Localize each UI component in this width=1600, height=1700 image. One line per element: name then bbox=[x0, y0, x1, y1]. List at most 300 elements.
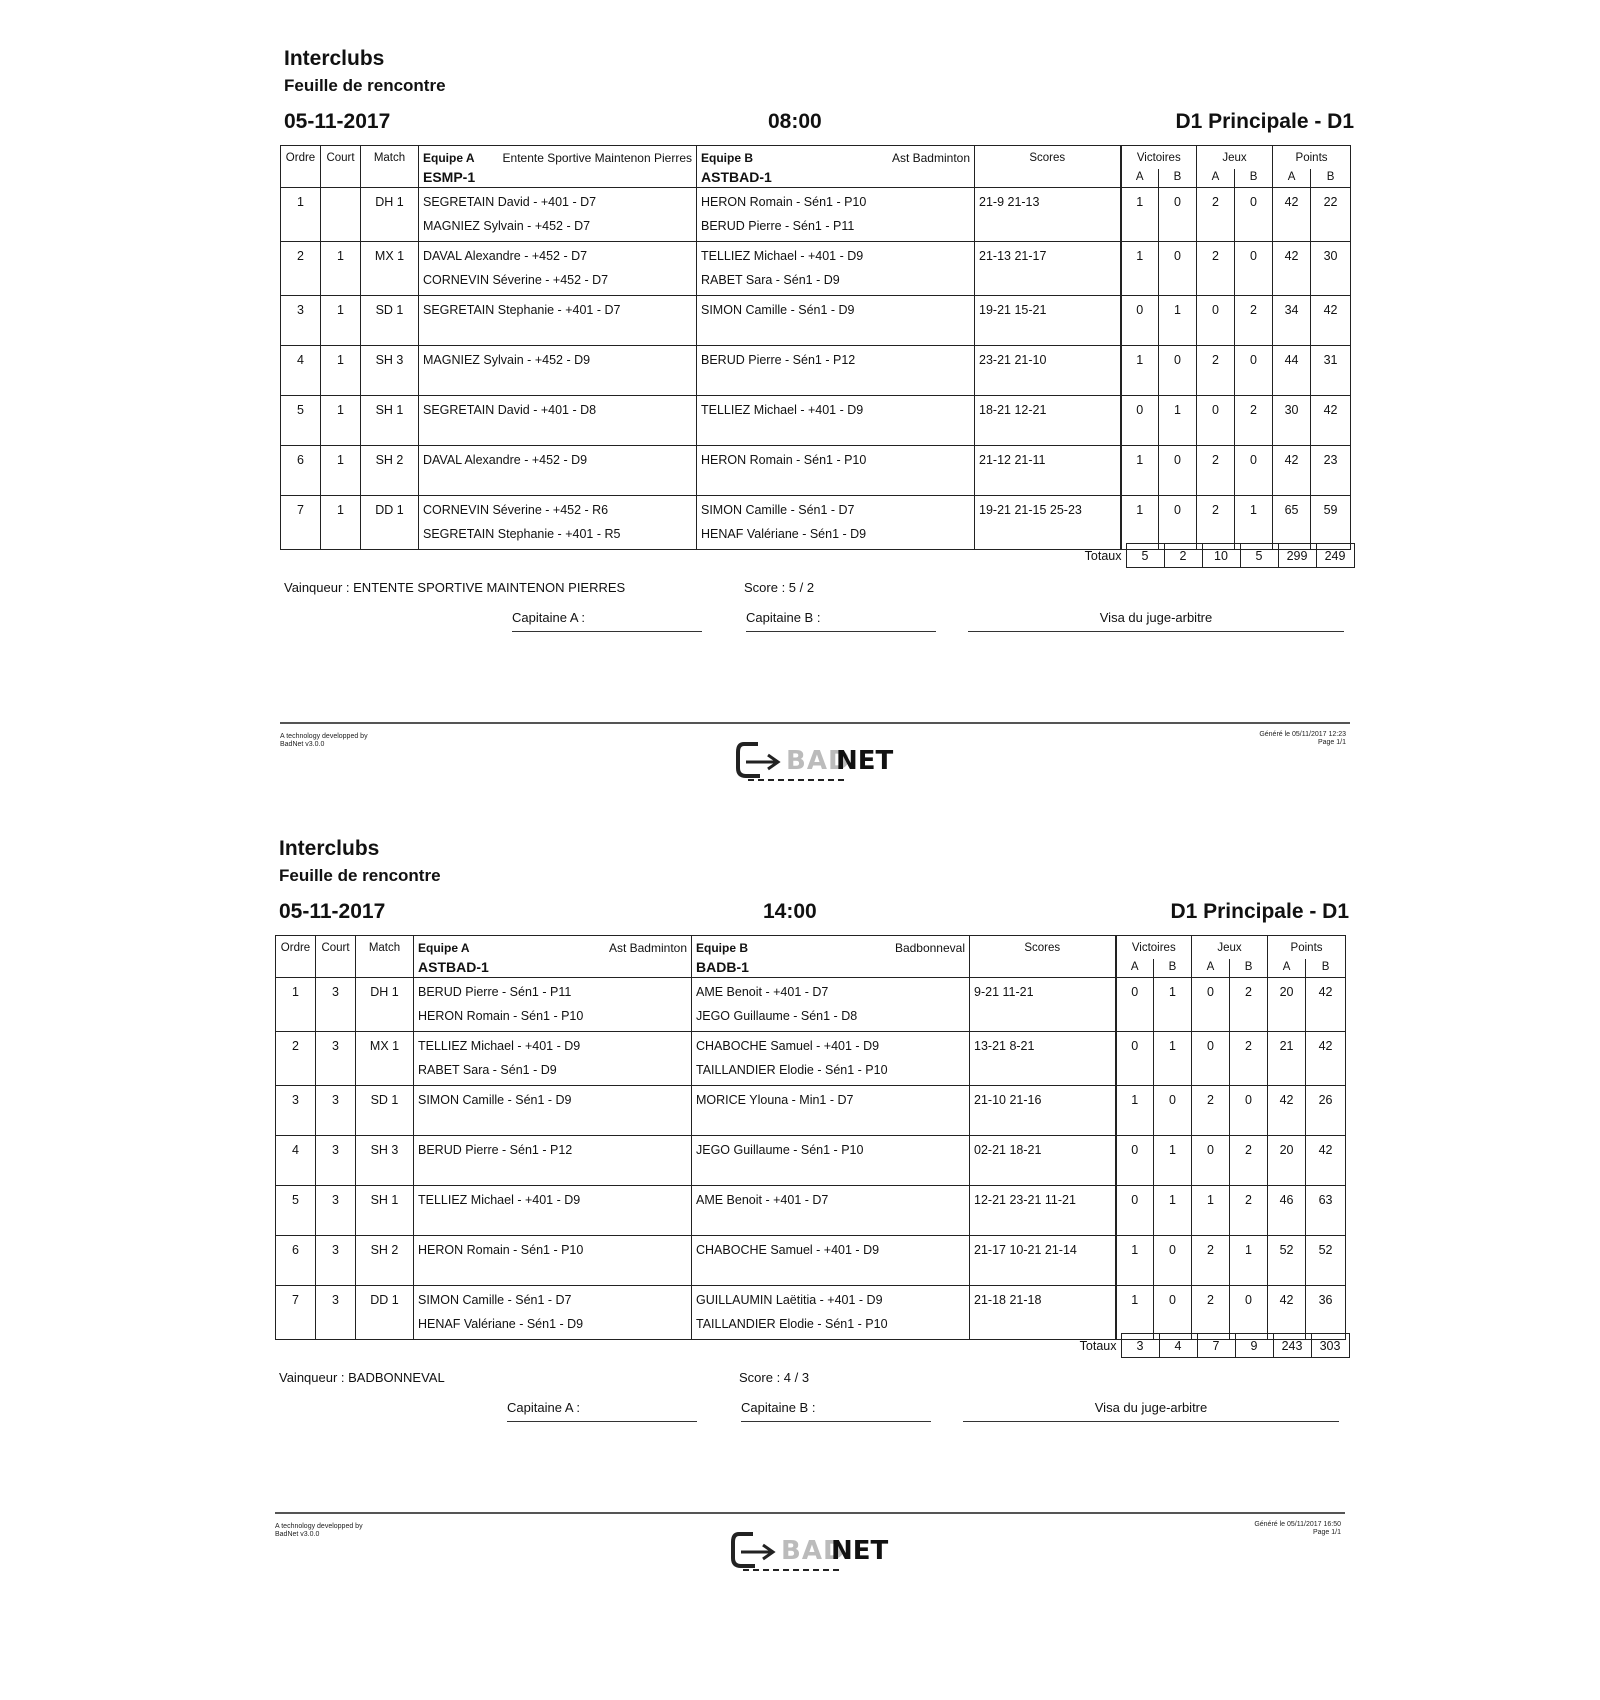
scores-cell: 21-18 21-18 bbox=[970, 1286, 1116, 1340]
match-header: Match bbox=[356, 936, 414, 960]
points-header: Points bbox=[1273, 146, 1351, 170]
team-a-players bbox=[419, 396, 697, 446]
team-a-players bbox=[419, 496, 697, 550]
table-row bbox=[276, 1136, 1346, 1186]
team-a-players bbox=[419, 446, 697, 496]
victories-b-header: B bbox=[1154, 959, 1192, 978]
points-header: Points bbox=[1268, 936, 1346, 960]
team-b-players bbox=[692, 1032, 970, 1086]
court-cell bbox=[321, 188, 361, 242]
club-a-name: Entente Sportive Maintenon Pierres bbox=[502, 151, 692, 165]
footer-divider bbox=[275, 1512, 1345, 1514]
order-cell: 7 bbox=[276, 1286, 316, 1340]
team-a-code: ESMP-1 bbox=[419, 169, 697, 188]
player-a1: MAGNIEZ Sylvain - +452 - D9 bbox=[423, 353, 591, 367]
games-a-cell: 0 bbox=[1192, 1136, 1230, 1186]
team-a-players bbox=[414, 1032, 692, 1086]
court-cell: 1 bbox=[321, 496, 361, 550]
club-b-name: Ast Badminton bbox=[891, 151, 970, 165]
games-a-cell: 2 bbox=[1192, 1236, 1230, 1286]
footer-credit: A technology developped by BadNet v3.0.0 bbox=[275, 1523, 363, 1538]
points-a-cell: 65 bbox=[1273, 496, 1311, 550]
match-date: 05-11-2017 bbox=[284, 110, 391, 133]
games-a-cell: 0 bbox=[1192, 978, 1230, 1032]
player-a1: BERUD Pierre - Sén1 - P12 bbox=[418, 1143, 573, 1157]
match-cell: SH 1 bbox=[361, 396, 419, 446]
player-a1: SIMON Camille - Sén1 - D7 bbox=[418, 1293, 572, 1307]
court-cell: 3 bbox=[316, 1236, 356, 1286]
page-subtitle: Feuille de rencontre bbox=[284, 76, 446, 95]
club-a-name: Ast Badminton bbox=[608, 941, 687, 955]
court-cell: 1 bbox=[321, 296, 361, 346]
victories-a-cell: 1 bbox=[1116, 1086, 1154, 1136]
totals-row bbox=[1041, 1333, 1350, 1358]
games-b-cell: 2 bbox=[1230, 978, 1268, 1032]
points-a-cell: 42 bbox=[1273, 188, 1311, 242]
victories-b-header: B bbox=[1159, 169, 1197, 188]
court-cell: 3 bbox=[316, 978, 356, 1032]
match-header: Match bbox=[361, 146, 419, 170]
points-a-cell: 20 bbox=[1268, 978, 1306, 1032]
order-cell: 1 bbox=[276, 978, 316, 1032]
court-cell: 1 bbox=[321, 396, 361, 446]
team-b-label: Equipe B bbox=[701, 151, 754, 165]
player-b2: BERUD Pierre - Sén1 - P11 bbox=[701, 219, 855, 233]
table-row bbox=[281, 496, 1351, 550]
player-b1: GUILLAUMIN Laëtitia - +401 - D9 bbox=[696, 1293, 883, 1307]
order-cell: 1 bbox=[281, 188, 321, 242]
team-b-players bbox=[697, 346, 975, 396]
games-b-cell: 2 bbox=[1235, 296, 1273, 346]
match-cell: MX 1 bbox=[356, 1032, 414, 1086]
captain-b-signature: Capitaine B : bbox=[746, 610, 936, 632]
victories-a-header: A bbox=[1121, 169, 1159, 188]
victories-header: Victoires bbox=[1121, 146, 1197, 170]
order-cell: 3 bbox=[276, 1086, 316, 1136]
team-b-players bbox=[692, 978, 970, 1032]
points-a-cell: 30 bbox=[1273, 396, 1311, 446]
player-a1: SIMON Camille - Sén1 - D9 bbox=[418, 1093, 572, 1107]
victories-b-cell: 0 bbox=[1154, 1286, 1192, 1340]
player-a2: HENAF Valériane - Sén1 - D9 bbox=[418, 1317, 584, 1331]
court-header: Court bbox=[321, 146, 361, 170]
page-title: Interclubs bbox=[284, 47, 385, 70]
totals-label: Totaux bbox=[1084, 548, 1122, 563]
player-b2: HENAF Valériane - Sén1 - D9 bbox=[701, 527, 867, 541]
scores-cell: 13-21 8-21 bbox=[970, 1032, 1116, 1086]
player-b1: HERON Romain - Sén1 - P10 bbox=[701, 453, 867, 467]
match-sheet bbox=[0, 0, 1600, 790]
division-label: D1 Principale - D1 bbox=[1170, 900, 1349, 923]
order-cell: 7 bbox=[281, 496, 321, 550]
order-cell: 6 bbox=[276, 1236, 316, 1286]
points-a-header: A bbox=[1268, 959, 1306, 978]
team-a-players bbox=[414, 1236, 692, 1286]
victories-b-cell: 0 bbox=[1154, 1236, 1192, 1286]
victories-a-cell: 0 bbox=[1116, 1186, 1154, 1236]
team-b-players bbox=[697, 446, 975, 496]
games-a-cell: 2 bbox=[1192, 1286, 1230, 1340]
order-cell: 2 bbox=[276, 1032, 316, 1086]
player-b1: JEGO Guillaume - Sén1 - P10 bbox=[696, 1143, 864, 1157]
victories-b-cell: 1 bbox=[1154, 978, 1192, 1032]
team-a-label: Equipe A bbox=[418, 941, 470, 955]
match-cell: DD 1 bbox=[361, 496, 419, 550]
victories-a-cell: 1 bbox=[1121, 446, 1159, 496]
points-b-cell: 26 bbox=[1306, 1086, 1346, 1136]
games-a-cell: 2 bbox=[1197, 346, 1235, 396]
team-b-players bbox=[692, 1236, 970, 1286]
total-victories-a: 5 bbox=[1126, 544, 1164, 568]
court-cell: 1 bbox=[321, 242, 361, 296]
match-date: 05-11-2017 bbox=[279, 900, 386, 923]
games-b-cell: 2 bbox=[1235, 396, 1273, 446]
division-label: D1 Principale - D1 bbox=[1175, 110, 1354, 133]
player-a2: RABET Sara - Sén1 - D9 bbox=[418, 1063, 557, 1077]
match-cell: MX 1 bbox=[361, 242, 419, 296]
team-a-players bbox=[414, 1136, 692, 1186]
table-row bbox=[276, 1236, 1346, 1286]
victories-a-cell: 1 bbox=[1121, 346, 1159, 396]
victories-b-cell: 1 bbox=[1154, 1136, 1192, 1186]
team-b-players bbox=[697, 188, 975, 242]
games-a-cell: 2 bbox=[1197, 188, 1235, 242]
player-a1: SEGRETAIN David - +401 - D7 bbox=[423, 195, 597, 209]
points-a-cell: 20 bbox=[1268, 1136, 1306, 1186]
footer-generated: Généré le 05/11/2017 16:50 Page 1/1 bbox=[1254, 1521, 1341, 1536]
match-time: 14:00 bbox=[763, 900, 817, 923]
victories-a-cell: 0 bbox=[1116, 1032, 1154, 1086]
final-score: Score : 5 / 2 bbox=[744, 580, 815, 595]
order-cell: 4 bbox=[281, 346, 321, 396]
games-b-cell: 2 bbox=[1230, 1186, 1268, 1236]
points-b-cell: 59 bbox=[1311, 496, 1351, 550]
winner-text: Vainqueur : BADBONNEVAL bbox=[279, 1370, 445, 1385]
total-victories-b: 2 bbox=[1164, 544, 1202, 568]
team-a-header bbox=[419, 146, 697, 170]
team-b-code: ASTBAD-1 bbox=[697, 169, 975, 188]
games-a-cell: 0 bbox=[1197, 296, 1235, 346]
total-points-b: 303 bbox=[1311, 1334, 1349, 1358]
player-b1: AME Benoit - +401 - D7 bbox=[696, 985, 829, 999]
points-a-cell: 42 bbox=[1268, 1086, 1306, 1136]
scores-cell: 9-21 11-21 bbox=[970, 978, 1116, 1032]
match-time: 08:00 bbox=[768, 110, 822, 133]
order-header: Ordre bbox=[276, 936, 316, 960]
player-b2: JEGO Guillaume - Sén1 - D8 bbox=[696, 1009, 858, 1023]
match-cell: SH 2 bbox=[356, 1236, 414, 1286]
team-b-players bbox=[692, 1086, 970, 1136]
player-a1: DAVAL Alexandre - +452 - D7 bbox=[423, 249, 588, 263]
total-games-b: 9 bbox=[1235, 1334, 1273, 1358]
scores-cell: 21-12 21-11 bbox=[975, 446, 1121, 496]
points-b-cell: 42 bbox=[1311, 296, 1351, 346]
total-points-a: 243 bbox=[1273, 1334, 1311, 1358]
points-b-header: B bbox=[1306, 959, 1346, 978]
points-a-cell: 42 bbox=[1268, 1286, 1306, 1340]
court-cell: 3 bbox=[316, 1136, 356, 1186]
games-b-cell: 0 bbox=[1235, 346, 1273, 396]
victories-a-cell: 1 bbox=[1121, 242, 1159, 296]
team-b-header bbox=[697, 146, 975, 170]
referee-signature: Visa du juge-arbitre bbox=[968, 610, 1344, 632]
victories-a-cell: 1 bbox=[1116, 1236, 1154, 1286]
games-b-cell: 1 bbox=[1230, 1236, 1268, 1286]
games-b-cell: 2 bbox=[1230, 1032, 1268, 1086]
captain-a-signature: Capitaine A : bbox=[507, 1400, 697, 1422]
team-a-players bbox=[414, 1186, 692, 1236]
match-cell: DH 1 bbox=[361, 188, 419, 242]
referee-signature: Visa du juge-arbitre bbox=[963, 1400, 1339, 1422]
page-title: Interclubs bbox=[279, 837, 380, 860]
player-a2: CORNEVIN Séverine - +452 - D7 bbox=[423, 273, 609, 287]
games-header: Jeux bbox=[1197, 146, 1273, 170]
scores-cell: 21-13 21-17 bbox=[975, 242, 1121, 296]
captain-b-signature: Capitaine B : bbox=[741, 1400, 931, 1422]
player-b1: SIMON Camille - Sén1 - D7 bbox=[701, 503, 855, 517]
court-cell: 3 bbox=[316, 1286, 356, 1340]
player-a2: MAGNIEZ Sylvain - +452 - D7 bbox=[423, 219, 591, 233]
table-row bbox=[281, 188, 1351, 242]
victories-a-cell: 0 bbox=[1121, 296, 1159, 346]
team-a-players bbox=[414, 1286, 692, 1340]
player-a1: DAVAL Alexandre - +452 - D9 bbox=[423, 453, 588, 467]
team-b-players bbox=[692, 1286, 970, 1340]
team-b-players bbox=[692, 1186, 970, 1236]
total-games-b: 5 bbox=[1240, 544, 1278, 568]
points-b-cell: 42 bbox=[1306, 1032, 1346, 1086]
scores-header: Scores bbox=[975, 146, 1121, 170]
team-a-players bbox=[419, 346, 697, 396]
team-a-code: ASTBAD-1 bbox=[414, 959, 692, 978]
logo-net-text: NET bbox=[836, 746, 894, 776]
team-a-header bbox=[414, 936, 692, 960]
player-b1: HERON Romain - Sén1 - P10 bbox=[701, 195, 867, 209]
games-b-header: B bbox=[1230, 959, 1268, 978]
order-cell: 5 bbox=[276, 1186, 316, 1236]
table-row bbox=[276, 1086, 1346, 1136]
scores-cell: 12-21 23-21 11-21 bbox=[970, 1186, 1116, 1236]
points-b-cell: 42 bbox=[1306, 1136, 1346, 1186]
games-b-cell: 0 bbox=[1230, 1086, 1268, 1136]
match-cell: DD 1 bbox=[356, 1286, 414, 1340]
order-cell: 6 bbox=[281, 446, 321, 496]
points-a-cell: 46 bbox=[1268, 1186, 1306, 1236]
team-b-header bbox=[692, 936, 970, 960]
games-a-cell: 2 bbox=[1192, 1086, 1230, 1136]
games-a-header: A bbox=[1192, 959, 1230, 978]
games-b-cell: 2 bbox=[1230, 1136, 1268, 1186]
points-b-cell: 42 bbox=[1311, 396, 1351, 446]
team-a-players bbox=[414, 1086, 692, 1136]
player-b1: BERUD Pierre - Sén1 - P12 bbox=[701, 353, 856, 367]
table-header bbox=[281, 146, 1351, 170]
victories-a-cell: 0 bbox=[1121, 396, 1159, 446]
games-a-cell: 0 bbox=[1192, 1032, 1230, 1086]
match-cell: SH 3 bbox=[356, 1136, 414, 1186]
order-cell: 2 bbox=[281, 242, 321, 296]
victories-b-cell: 0 bbox=[1159, 242, 1197, 296]
victories-b-cell: 0 bbox=[1159, 496, 1197, 550]
totals-label: Totaux bbox=[1079, 1338, 1117, 1353]
points-a-cell: 52 bbox=[1268, 1236, 1306, 1286]
points-b-cell: 30 bbox=[1311, 242, 1351, 296]
total-games-a: 7 bbox=[1197, 1334, 1235, 1358]
footer-generated: Généré le 05/11/2017 12:23 Page 1/1 bbox=[1259, 731, 1346, 746]
match-cell: SD 1 bbox=[361, 296, 419, 346]
player-a1: BERUD Pierre - Sén1 - P11 bbox=[418, 985, 572, 999]
points-b-cell: 22 bbox=[1311, 188, 1351, 242]
total-victories-b: 4 bbox=[1159, 1334, 1197, 1358]
victories-b-cell: 1 bbox=[1159, 296, 1197, 346]
scores-cell: 18-21 12-21 bbox=[975, 396, 1121, 446]
scores-cell: 21-9 21-13 bbox=[975, 188, 1121, 242]
points-b-cell: 36 bbox=[1306, 1286, 1346, 1340]
victories-b-cell: 1 bbox=[1159, 396, 1197, 446]
points-b-cell: 23 bbox=[1311, 446, 1351, 496]
match-table bbox=[280, 145, 1351, 550]
logo-bad-text: BAD bbox=[786, 746, 851, 776]
games-b-header: B bbox=[1235, 169, 1273, 188]
points-a-header: A bbox=[1273, 169, 1311, 188]
points-b-cell: 63 bbox=[1306, 1186, 1346, 1236]
page-subtitle: Feuille de rencontre bbox=[279, 866, 441, 885]
scores-cell: 19-21 21-15 25-23 bbox=[975, 496, 1121, 550]
scores-cell: 21-17 10-21 21-14 bbox=[970, 1236, 1116, 1286]
victories-a-cell: 1 bbox=[1121, 496, 1159, 550]
order-cell: 3 bbox=[281, 296, 321, 346]
table-subheader bbox=[276, 959, 1346, 978]
total-points-a: 299 bbox=[1278, 544, 1316, 568]
court-cell: 3 bbox=[316, 1086, 356, 1136]
match-cell: SH 3 bbox=[361, 346, 419, 396]
victories-a-header: A bbox=[1116, 959, 1154, 978]
player-b2: RABET Sara - Sén1 - D9 bbox=[701, 273, 840, 287]
order-cell: 5 bbox=[281, 396, 321, 446]
games-a-cell: 2 bbox=[1197, 242, 1235, 296]
victories-b-cell: 0 bbox=[1159, 446, 1197, 496]
team-a-players bbox=[419, 242, 697, 296]
table-row bbox=[281, 296, 1351, 346]
scores-cell: 21-10 21-16 bbox=[970, 1086, 1116, 1136]
player-b1: AME Benoit - +401 - D7 bbox=[696, 1193, 829, 1207]
games-b-cell: 0 bbox=[1235, 188, 1273, 242]
victories-header: Victoires bbox=[1116, 936, 1192, 960]
match-cell: SH 1 bbox=[356, 1186, 414, 1236]
total-games-a: 10 bbox=[1202, 544, 1240, 568]
table-row bbox=[276, 1032, 1346, 1086]
player-b1: MORICE Ylouna - Min1 - D7 bbox=[696, 1093, 854, 1107]
player-a1: SEGRETAIN David - +401 - D8 bbox=[423, 403, 597, 417]
victories-a-cell: 1 bbox=[1116, 1286, 1154, 1340]
scores-cell: 02-21 18-21 bbox=[970, 1136, 1116, 1186]
player-b2: TAILLANDIER Elodie - Sén1 - P10 bbox=[696, 1317, 888, 1331]
court-cell: 1 bbox=[321, 446, 361, 496]
table-row bbox=[281, 242, 1351, 296]
team-a-label: Equipe A bbox=[423, 151, 475, 165]
logo-net-text: NET bbox=[831, 1536, 889, 1566]
games-a-cell: 2 bbox=[1197, 496, 1235, 550]
player-a2: HERON Romain - Sén1 - P10 bbox=[418, 1009, 584, 1023]
victories-a-cell: 1 bbox=[1121, 188, 1159, 242]
table-header bbox=[276, 936, 1346, 960]
player-a1: TELLIEZ Michael - +401 - D9 bbox=[418, 1039, 581, 1053]
player-b2: TAILLANDIER Elodie - Sén1 - P10 bbox=[696, 1063, 888, 1077]
scores-cell: 23-21 21-10 bbox=[975, 346, 1121, 396]
match-cell: SD 1 bbox=[356, 1086, 414, 1136]
victories-b-cell: 0 bbox=[1159, 188, 1197, 242]
games-b-cell: 0 bbox=[1235, 242, 1273, 296]
points-a-cell: 44 bbox=[1273, 346, 1311, 396]
badnet-logo bbox=[731, 1530, 901, 1572]
player-b1: SIMON Camille - Sén1 - D9 bbox=[701, 303, 855, 317]
games-b-cell: 0 bbox=[1235, 446, 1273, 496]
games-a-cell: 2 bbox=[1197, 446, 1235, 496]
points-a-cell: 21 bbox=[1268, 1032, 1306, 1086]
logo-bad-text: BAD bbox=[781, 1536, 846, 1566]
points-b-cell: 42 bbox=[1306, 978, 1346, 1032]
points-a-cell: 34 bbox=[1273, 296, 1311, 346]
match-cell: DH 1 bbox=[356, 978, 414, 1032]
victories-b-cell: 0 bbox=[1154, 1086, 1192, 1136]
team-b-code: BADB-1 bbox=[692, 959, 970, 978]
games-header: Jeux bbox=[1192, 936, 1268, 960]
scores-cell: 19-21 15-21 bbox=[975, 296, 1121, 346]
badnet-logo bbox=[736, 740, 906, 782]
points-b-header: B bbox=[1311, 169, 1351, 188]
match-cell: SH 2 bbox=[361, 446, 419, 496]
table-row bbox=[276, 978, 1346, 1032]
points-b-cell: 52 bbox=[1306, 1236, 1346, 1286]
games-b-cell: 1 bbox=[1235, 496, 1273, 550]
games-b-cell: 0 bbox=[1230, 1286, 1268, 1340]
order-header: Ordre bbox=[281, 146, 321, 170]
victories-a-cell: 0 bbox=[1116, 1136, 1154, 1186]
team-a-players bbox=[419, 188, 697, 242]
player-b1: TELLIEZ Michael - +401 - D9 bbox=[701, 249, 864, 263]
team-a-players bbox=[414, 978, 692, 1032]
winner-text: Vainqueur : ENTENTE SPORTIVE MAINTENON PIERRES bbox=[284, 580, 626, 595]
player-b1: TELLIEZ Michael - +401 - D9 bbox=[701, 403, 864, 417]
match-sheet bbox=[0, 790, 1600, 1580]
player-a1: CORNEVIN Séverine - +452 - R6 bbox=[423, 503, 609, 517]
club-b-name: Badbonneval bbox=[894, 941, 965, 955]
table-row bbox=[281, 346, 1351, 396]
victories-b-cell: 1 bbox=[1154, 1032, 1192, 1086]
team-b-label: Equipe B bbox=[696, 941, 749, 955]
games-a-cell: 0 bbox=[1197, 396, 1235, 446]
player-a1: SEGRETAIN Stephanie - +401 - D7 bbox=[423, 303, 621, 317]
court-header: Court bbox=[316, 936, 356, 960]
team-b-players bbox=[697, 396, 975, 446]
match-table bbox=[275, 935, 1346, 1340]
victories-b-cell: 1 bbox=[1154, 1186, 1192, 1236]
points-a-cell: 42 bbox=[1273, 242, 1311, 296]
footer-credit: A technology developped by BadNet v3.0.0 bbox=[280, 733, 368, 748]
team-b-players bbox=[697, 296, 975, 346]
points-a-cell: 42 bbox=[1273, 446, 1311, 496]
victories-a-cell: 0 bbox=[1116, 978, 1154, 1032]
team-b-players bbox=[697, 496, 975, 550]
games-a-cell: 1 bbox=[1192, 1186, 1230, 1236]
footer-divider bbox=[280, 722, 1350, 724]
player-a1: TELLIEZ Michael - +401 - D9 bbox=[418, 1193, 581, 1207]
totals-row bbox=[1046, 543, 1355, 568]
player-b1: CHABOCHE Samuel - +401 - D9 bbox=[696, 1243, 880, 1257]
final-score: Score : 4 / 3 bbox=[739, 1370, 810, 1385]
player-a1: HERON Romain - Sén1 - P10 bbox=[418, 1243, 584, 1257]
captain-a-signature: Capitaine A : bbox=[512, 610, 702, 632]
